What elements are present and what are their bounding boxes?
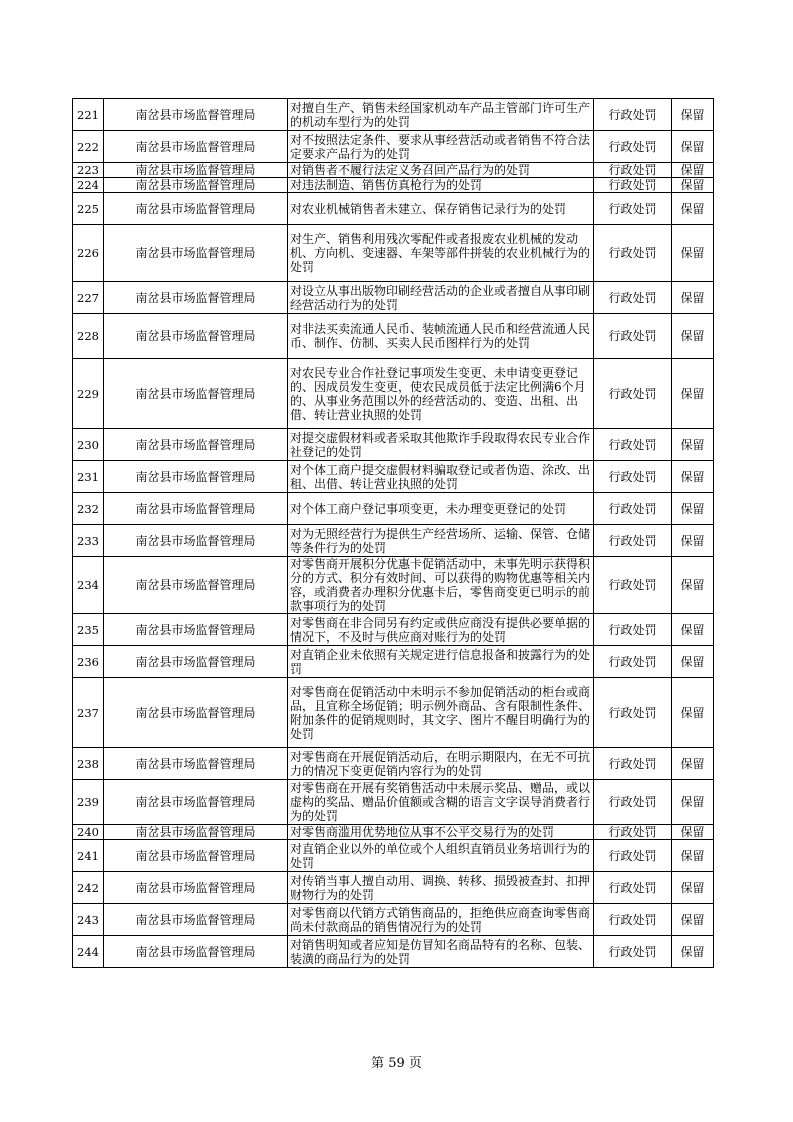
- matter-type-cell: 行政处罚: [594, 225, 672, 282]
- status-cell: 保留: [672, 429, 714, 461]
- row-number: 232: [73, 493, 104, 525]
- status-cell: 保留: [672, 99, 714, 131]
- matter-type-cell: 行政处罚: [594, 678, 672, 748]
- table-row: [73, 359, 714, 429]
- status-cell: 保留: [672, 904, 714, 936]
- matter-type-cell: 行政处罚: [594, 99, 672, 131]
- authority-list-table: [72, 98, 714, 968]
- table-row: [73, 780, 714, 825]
- row-number: 221: [73, 99, 104, 131]
- row-number: 226: [73, 225, 104, 282]
- table-row: [73, 193, 714, 225]
- status-cell: 保留: [672, 748, 714, 780]
- status-cell: 保留: [672, 193, 714, 225]
- status-cell: 保留: [672, 780, 714, 825]
- agency-cell: 南岔县市场监督管理局: [104, 99, 288, 131]
- matter-type-cell: 行政处罚: [594, 461, 672, 493]
- table-row: [73, 131, 714, 163]
- matter-type-cell: 行政处罚: [594, 429, 672, 461]
- matter-name-cell: 对销售明知或者应知是仿冒知名商品特有的名称、包装、装潢的商品行为的处罚: [288, 936, 594, 968]
- matter-name-cell: 对个体工商户提交虚假材料骗取登记或者伪造、涂改、出租、出借、转让营业执照的处罚: [288, 461, 594, 493]
- row-number: 231: [73, 461, 104, 493]
- agency-cell: 南岔县市场监督管理局: [104, 825, 288, 840]
- status-cell: 保留: [672, 678, 714, 748]
- agency-cell: 南岔县市场监督管理局: [104, 461, 288, 493]
- matter-name-cell: 对传销当事人擅自动用、调换、转移、损毁被查封、扣押财物行为的处罚: [288, 872, 594, 904]
- table-row: [73, 225, 714, 282]
- row-number: 228: [73, 314, 104, 359]
- status-cell: 保留: [672, 872, 714, 904]
- row-number: 242: [73, 872, 104, 904]
- matter-name-cell: 对擅自生产、销售未经国家机动车产品主管部门许可生产的机动车型行为的处罚: [288, 99, 594, 131]
- status-cell: 保留: [672, 646, 714, 678]
- status-cell: 保留: [672, 493, 714, 525]
- matter-name-cell: 对违法制造、销售仿真枪行为的处罚: [288, 178, 594, 193]
- row-number: 222: [73, 131, 104, 163]
- agency-cell: 南岔县市场监督管理局: [104, 131, 288, 163]
- agency-cell: 南岔县市场监督管理局: [104, 936, 288, 968]
- table-row: [73, 904, 714, 936]
- matter-name-cell: 对零售商在开展促销活动后，在明示期限内，在无不可抗力的情况下变更促销内容行为的处罚: [288, 748, 594, 780]
- row-number: 235: [73, 614, 104, 646]
- agency-cell: 南岔县市场监督管理局: [104, 525, 288, 557]
- matter-name-cell: 对零售商滥用优势地位从事不公平交易行为的处罚: [288, 825, 594, 840]
- status-cell: 保留: [672, 178, 714, 193]
- matter-type-cell: 行政处罚: [594, 840, 672, 872]
- row-number: 243: [73, 904, 104, 936]
- matter-name-cell: 对提交虚假材料或者采取其他欺诈手段取得农民专业合作社登记的处罚: [288, 429, 594, 461]
- table-row: [73, 493, 714, 525]
- row-number: 230: [73, 429, 104, 461]
- row-number: 227: [73, 282, 104, 314]
- agency-cell: 南岔县市场监督管理局: [104, 314, 288, 359]
- row-number: 224: [73, 178, 104, 193]
- row-number: 238: [73, 748, 104, 780]
- matter-type-cell: 行政处罚: [594, 359, 672, 429]
- table-row: [73, 840, 714, 872]
- table-row: [73, 748, 714, 780]
- table-row: [73, 936, 714, 968]
- agency-cell: 南岔县市场监督管理局: [104, 429, 288, 461]
- matter-type-cell: 行政处罚: [594, 748, 672, 780]
- matter-name-cell: 对销售者不履行法定义务召回产品行为的处罚: [288, 163, 594, 178]
- status-cell: 保留: [672, 282, 714, 314]
- agency-cell: 南岔县市场监督管理局: [104, 493, 288, 525]
- table-row: [73, 525, 714, 557]
- agency-cell: 南岔县市场监督管理局: [104, 646, 288, 678]
- matter-type-cell: 行政处罚: [594, 193, 672, 225]
- agency-cell: 南岔县市场监督管理局: [104, 359, 288, 429]
- agency-cell: 南岔县市场监督管理局: [104, 557, 288, 614]
- table-row: [73, 825, 714, 840]
- row-number: 237: [73, 678, 104, 748]
- matter-type-cell: 行政处罚: [594, 614, 672, 646]
- matter-type-cell: 行政处罚: [594, 163, 672, 178]
- matter-name-cell: 对零售商在非合同另有约定或供应商没有提供必要单据的情况下，不及时与供应商对账行为的处罚: [288, 614, 594, 646]
- agency-cell: 南岔县市场监督管理局: [104, 193, 288, 225]
- matter-type-cell: 行政处罚: [594, 493, 672, 525]
- row-number: 236: [73, 646, 104, 678]
- status-cell: 保留: [672, 163, 714, 178]
- agency-cell: 南岔县市场监督管理局: [104, 780, 288, 825]
- agency-cell: 南岔县市场监督管理局: [104, 748, 288, 780]
- agency-cell: 南岔县市场监督管理局: [104, 872, 288, 904]
- matter-type-cell: 行政处罚: [594, 131, 672, 163]
- status-cell: 保留: [672, 359, 714, 429]
- table-row: [73, 461, 714, 493]
- table-row: [73, 557, 714, 614]
- status-cell: 保留: [672, 525, 714, 557]
- row-number: 225: [73, 193, 104, 225]
- table-row: [73, 678, 714, 748]
- agency-cell: 南岔县市场监督管理局: [104, 178, 288, 193]
- status-cell: 保留: [672, 614, 714, 646]
- matter-type-cell: 行政处罚: [594, 178, 672, 193]
- matter-type-cell: 行政处罚: [594, 872, 672, 904]
- table-row: [73, 163, 714, 178]
- status-cell: 保留: [672, 131, 714, 163]
- matter-type-cell: 行政处罚: [594, 557, 672, 614]
- agency-cell: 南岔县市场监督管理局: [104, 904, 288, 936]
- status-cell: 保留: [672, 225, 714, 282]
- agency-cell: 南岔县市场监督管理局: [104, 163, 288, 178]
- matter-name-cell: 对零售商以代销方式销售商品的，拒绝供应商查询零售商尚未付款商品的销售情况行为的处罚: [288, 904, 594, 936]
- matter-type-cell: 行政处罚: [594, 936, 672, 968]
- matter-type-cell: 行政处罚: [594, 525, 672, 557]
- table-row: [73, 646, 714, 678]
- matter-name-cell: 对非法买卖流通人民币、装帧流通人民币和经营流通人民币、制作、仿制、买卖人民币图样行为的处罚: [288, 314, 594, 359]
- matter-name-cell: 对农民专业合作社登记事项发生变更、未申请变更登记的、因成员发生变更，使农民成员低于法定比例满6个月的、从事业务范围以外的经营活动的、变造、出租、出借、转让营业执照的处罚: [288, 359, 594, 429]
- table-row: [73, 178, 714, 193]
- matter-name-cell: 对个体工商户登记事项变更，未办理变更登记的处罚: [288, 493, 594, 525]
- page-number: 第 59 页: [371, 1056, 422, 1071]
- table-row: [73, 314, 714, 359]
- status-cell: 保留: [672, 314, 714, 359]
- status-cell: 保留: [672, 461, 714, 493]
- status-cell: 保留: [672, 840, 714, 872]
- matter-name-cell: 对零售商在促销活动中未明示不参加促销活动的柜台或商品，且宣称全场促销；明示例外商品、含有限制性条件、附加条件的促销规则时，其文字、图片不醒目明确行为的处罚: [288, 678, 594, 748]
- table-row: [73, 429, 714, 461]
- matter-type-cell: 行政处罚: [594, 282, 672, 314]
- row-number: 244: [73, 936, 104, 968]
- matter-type-cell: 行政处罚: [594, 825, 672, 840]
- row-number: 240: [73, 825, 104, 840]
- table-row: [73, 282, 714, 314]
- status-cell: 保留: [672, 936, 714, 968]
- row-number: 233: [73, 525, 104, 557]
- matter-type-cell: 行政处罚: [594, 314, 672, 359]
- matter-name-cell: 对为无照经营行为提供生产经营场所、运输、保管、仓储等条件行为的处罚: [288, 525, 594, 557]
- matter-name-cell: 对不按照法定条件、要求从事经营活动或者销售不符合法定要求产品行为的处罚: [288, 131, 594, 163]
- table-row: [73, 872, 714, 904]
- agency-cell: 南岔县市场监督管理局: [104, 840, 288, 872]
- matter-name-cell: 对零售商在开展有奖销售活动中未展示奖品、赠品，或以虚构的奖品、赠品价值额或含糊的语言文字误导消费者行为的处罚: [288, 780, 594, 825]
- row-number: 239: [73, 780, 104, 825]
- matter-type-cell: 行政处罚: [594, 904, 672, 936]
- matter-name-cell: 对生产、销售利用残次零配件或者报废农业机械的发动机、方向机、变速器、车架等部件拼装的农业机械行为的处罚: [288, 225, 594, 282]
- table-body: [73, 99, 714, 968]
- agency-cell: 南岔县市场监督管理局: [104, 282, 288, 314]
- row-number: 223: [73, 163, 104, 178]
- matter-name-cell: 对设立从事出版物印刷经营活动的企业或者擅自从事印刷经营活动行为的处罚: [288, 282, 594, 314]
- row-number: 241: [73, 840, 104, 872]
- matter-name-cell: 对零售商开展积分优惠卡促销活动中，未事先明示获得积分的方式、积分有效时间、可以获得的购物优惠等相关内容，或消费者办理积分优惠卡后，零售商变更已明示的前款事项行为的处罚: [288, 557, 594, 614]
- agency-cell: 南岔县市场监督管理局: [104, 614, 288, 646]
- agency-cell: 南岔县市场监督管理局: [104, 678, 288, 748]
- status-cell: 保留: [672, 825, 714, 840]
- matter-name-cell: 对直销企业以外的单位或个人组织直销员业务培训行为的处罚: [288, 840, 594, 872]
- agency-cell: 南岔县市场监督管理局: [104, 225, 288, 282]
- row-number: 229: [73, 359, 104, 429]
- matter-name-cell: 对直销企业未依照有关规定进行信息报备和披露行为的处罚: [288, 646, 594, 678]
- matter-name-cell: 对农业机械销售者未建立、保存销售记录行为的处罚: [288, 193, 594, 225]
- matter-type-cell: 行政处罚: [594, 780, 672, 825]
- row-number: 234: [73, 557, 104, 614]
- table-row: [73, 99, 714, 131]
- status-cell: 保留: [672, 557, 714, 614]
- table-row: [73, 614, 714, 646]
- matter-type-cell: 行政处罚: [594, 646, 672, 678]
